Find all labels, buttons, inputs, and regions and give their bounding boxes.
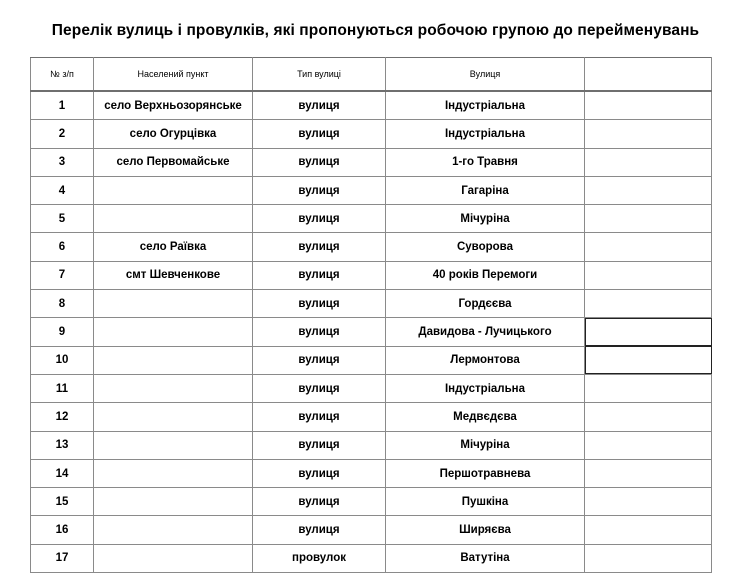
cell-extra: [585, 120, 712, 148]
cell-extra: [585, 205, 712, 233]
cell-settlement: [94, 488, 253, 516]
cell-settlement: [94, 205, 253, 233]
table-row: [31, 205, 712, 233]
cell-street: Медвєдєва: [386, 403, 585, 431]
streets-table: [30, 57, 712, 573]
cell-street-type: вулиця: [253, 346, 386, 374]
cell-settlement: [94, 544, 253, 572]
cell-settlement: [94, 346, 253, 374]
cell-street-type: вулиця: [253, 516, 386, 544]
cell-street: Пушкіна: [386, 488, 585, 516]
cell-extra: [585, 374, 712, 402]
cell-settlement: [94, 374, 253, 402]
header-street-type: Тип вулиці: [253, 58, 386, 92]
cell-settlement: [94, 459, 253, 487]
cell-street-type: вулиця: [253, 318, 386, 346]
cell-number: 16: [31, 516, 94, 544]
cell-number: 4: [31, 176, 94, 204]
cell-street: Мічуріна: [386, 431, 585, 459]
cell-extra: [585, 403, 712, 431]
cell-settlement: [94, 176, 253, 204]
cell-settlement: [94, 431, 253, 459]
cell-extra: [585, 261, 712, 289]
cell-number: 10: [31, 346, 94, 374]
cell-street: 40 років Перемоги: [386, 261, 585, 289]
page-title: Перелік вулиць і провулків, які пропонуються робочою групою до перейменувань: [51, 22, 700, 39]
cell-number: 3: [31, 148, 94, 176]
cell-number: 6: [31, 233, 94, 261]
table-row: [31, 290, 712, 318]
cell-extra: [585, 346, 712, 374]
table-row: [31, 346, 712, 374]
cell-street: Гордєєва: [386, 290, 585, 318]
cell-street-type: провулок: [253, 544, 386, 572]
table-row: [31, 459, 712, 487]
cell-street-type: вулиця: [253, 374, 386, 402]
table-row: [31, 374, 712, 402]
table-row: [31, 488, 712, 516]
cell-number: 12: [31, 403, 94, 431]
cell-number: 15: [31, 488, 94, 516]
cell-number: 14: [31, 459, 94, 487]
cell-street: Лермонтова: [386, 346, 585, 374]
cell-street-type: вулиця: [253, 403, 386, 431]
cell-settlement: [94, 516, 253, 544]
cell-extra: [585, 431, 712, 459]
table-row: [31, 544, 712, 572]
table-header-row: [31, 58, 712, 92]
cell-street-type: вулиця: [253, 91, 386, 120]
cell-number: 1: [31, 91, 94, 120]
table-row: [31, 176, 712, 204]
table-row: [31, 261, 712, 289]
table-row: [31, 318, 712, 346]
cell-settlement: смт Шевченкове: [94, 261, 253, 289]
cell-extra: [585, 290, 712, 318]
cell-settlement: [94, 403, 253, 431]
cell-extra: [585, 459, 712, 487]
cell-number: 11: [31, 374, 94, 402]
table-row: [31, 120, 712, 148]
cell-street: Першотравнева: [386, 459, 585, 487]
cell-extra: [585, 233, 712, 261]
table-row: [31, 233, 712, 261]
cell-street: 1-го Травня: [386, 148, 585, 176]
cell-settlement: село Раївка: [94, 233, 253, 261]
header-settlement: Населений пункт: [94, 58, 253, 92]
table-row: [31, 91, 712, 120]
cell-number: 8: [31, 290, 94, 318]
cell-settlement: село Огурцівка: [94, 120, 253, 148]
cell-settlement: [94, 318, 253, 346]
cell-number: 13: [31, 431, 94, 459]
header-extra: [585, 58, 712, 92]
cell-street: Суворова: [386, 233, 585, 261]
cell-street-type: вулиця: [253, 261, 386, 289]
table-row: [31, 516, 712, 544]
cell-extra: [585, 488, 712, 516]
cell-extra: [585, 176, 712, 204]
cell-street-type: вулиця: [253, 488, 386, 516]
cell-street: Гагаріна: [386, 176, 585, 204]
cell-extra: [585, 148, 712, 176]
cell-extra: [585, 516, 712, 544]
table-body: [31, 91, 712, 573]
cell-extra: [585, 318, 712, 346]
cell-street-type: вулиця: [253, 120, 386, 148]
cell-number: 2: [31, 120, 94, 148]
cell-street-type: вулиця: [253, 459, 386, 487]
header-number: № з/п: [31, 58, 94, 92]
cell-street: Індустріальна: [386, 374, 585, 402]
cell-street: Ширяєва: [386, 516, 585, 544]
cell-street-type: вулиця: [253, 233, 386, 261]
header-street: Вулиця: [386, 58, 585, 92]
cell-street: Ватутіна: [386, 544, 585, 572]
cell-street: Давидова - Лучицького: [386, 318, 585, 346]
cell-extra: [585, 91, 712, 120]
cell-settlement: село Первомайське: [94, 148, 253, 176]
cell-extra: [585, 544, 712, 572]
cell-street-type: вулиця: [253, 431, 386, 459]
table-row: [31, 431, 712, 459]
cell-street-type: вулиця: [253, 290, 386, 318]
cell-street-type: вулиця: [253, 205, 386, 233]
cell-street: Індустріальна: [386, 91, 585, 120]
cell-number: 7: [31, 261, 94, 289]
table-row: [31, 148, 712, 176]
cell-street-type: вулиця: [253, 176, 386, 204]
cell-settlement: село Верхньозорянське: [94, 91, 253, 120]
cell-number: 5: [31, 205, 94, 233]
cell-street: Мічуріна: [386, 205, 585, 233]
cell-number: 17: [31, 544, 94, 572]
table-row: [31, 403, 712, 431]
cell-settlement: [94, 290, 253, 318]
cell-street: Індустріальна: [386, 120, 585, 148]
cell-street-type: вулиця: [253, 148, 386, 176]
cell-number: 9: [31, 318, 94, 346]
